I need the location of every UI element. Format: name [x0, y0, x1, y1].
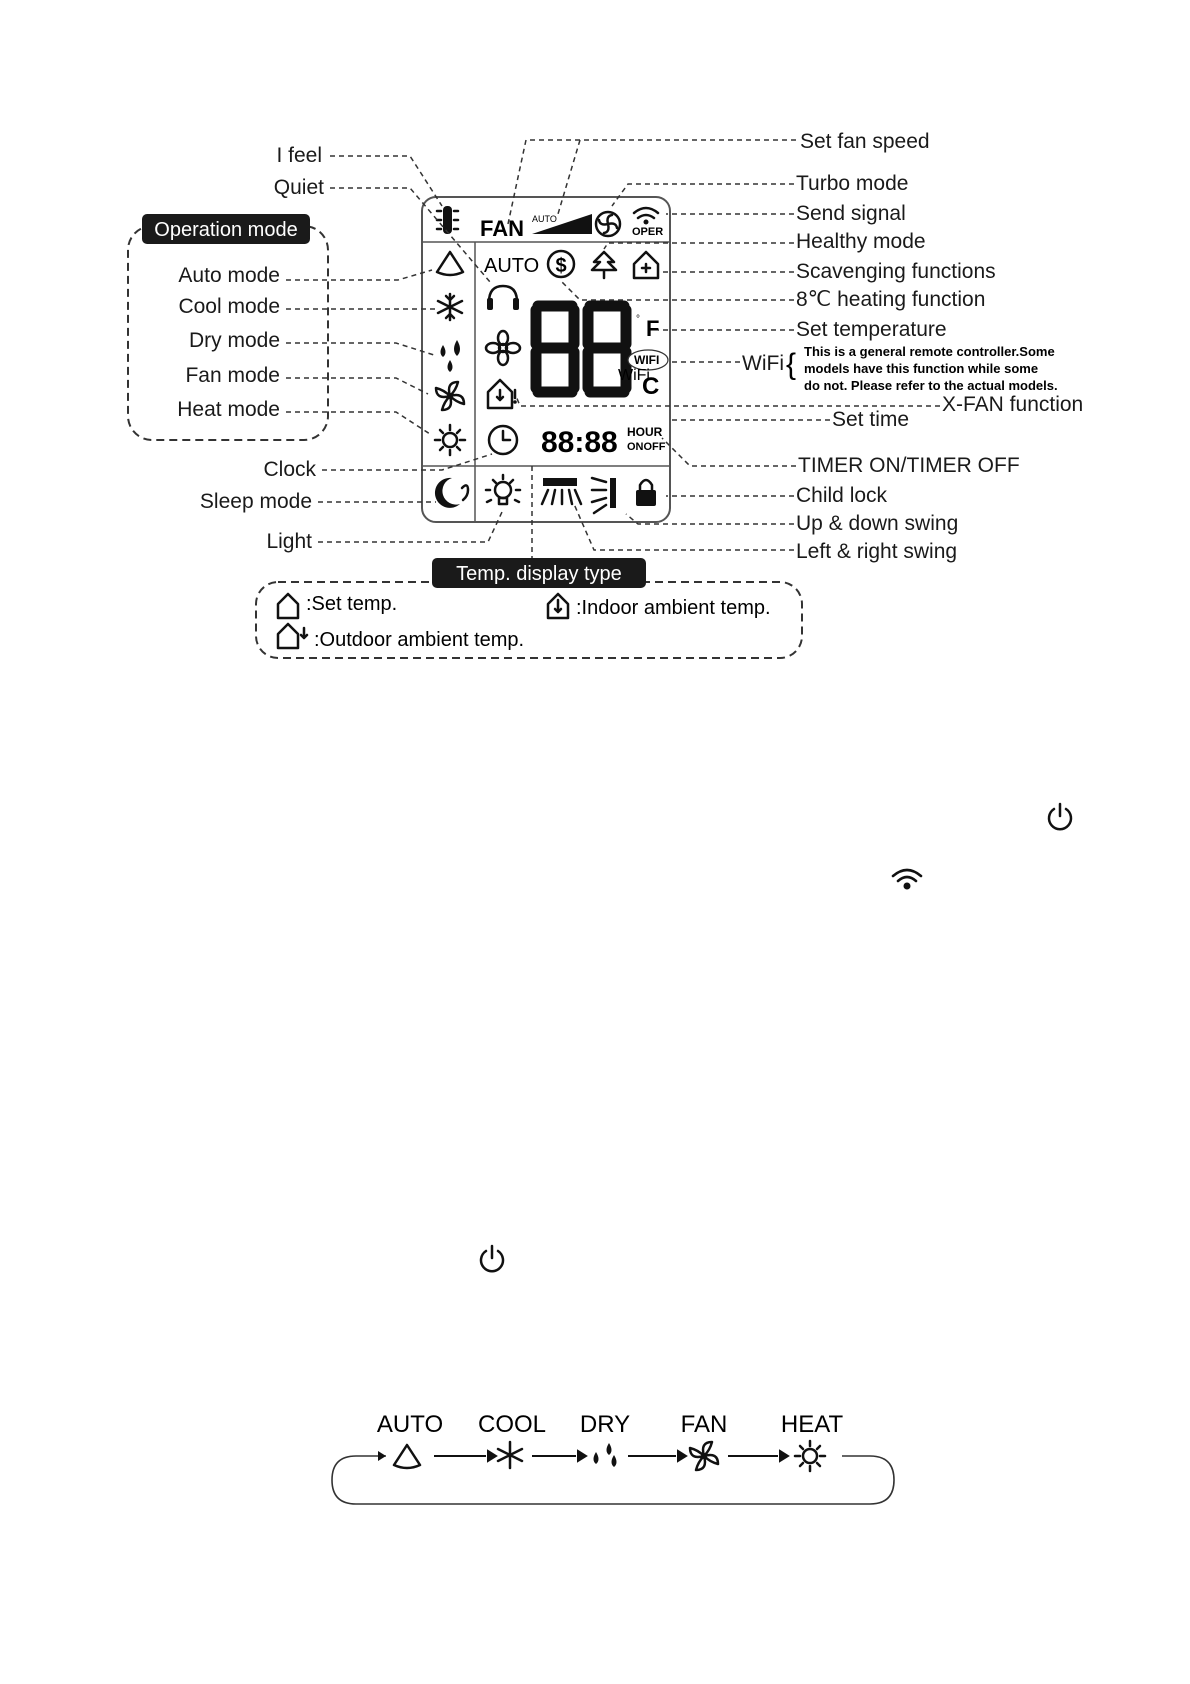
outdoor-temp-house-icon	[278, 624, 307, 648]
up-down-swing-icon	[542, 478, 581, 504]
label-quiet: Quiet	[273, 176, 324, 199]
turbo-icon	[596, 212, 620, 236]
unit-c: C	[642, 373, 660, 400]
label-child-lock: Child lock	[796, 484, 888, 507]
wifi-note-2: models have this function while some	[804, 361, 1039, 376]
label-turbo-mode: Turbo mode	[796, 172, 909, 195]
label-8c-heating: 8℃ heating function	[796, 288, 986, 311]
wifi-brace: {	[786, 348, 797, 381]
fan-auto-small: AUTO	[532, 214, 557, 224]
operation-mode-title: Operation mode	[154, 219, 298, 241]
wifi-small: WiFi	[618, 367, 650, 384]
label-clock: Clock	[263, 458, 316, 481]
indoor-temp-house-icon	[548, 594, 568, 618]
outdoor-temp-text: :Outdoor ambient temp.	[314, 629, 525, 651]
cycle-fan-icon	[690, 1442, 718, 1470]
clock-icon	[489, 426, 517, 454]
signal-icon	[890, 866, 924, 894]
label-x-fan: X-FAN function	[942, 393, 1084, 416]
cycle-label-auto: AUTO	[376, 1411, 444, 1438]
x-fan-icon	[486, 331, 520, 365]
big-digits	[536, 306, 626, 392]
label-left-right-swing: Left & right swing	[796, 540, 958, 563]
set-temp-text: :Set temp.	[306, 593, 398, 615]
label-set-temperature: Set temperature	[796, 318, 947, 341]
healthy-tree-icon	[592, 252, 616, 278]
label-set-fan-speed: Set fan speed	[800, 130, 930, 153]
wifi-note-1: This is a general remote controller.Some	[804, 344, 1055, 359]
cycle-auto-icon	[394, 1445, 420, 1468]
fan-text: FAN	[480, 216, 524, 241]
fan-mode-icon	[436, 382, 464, 410]
i-feel-icon	[437, 206, 458, 234]
clean-dollar-icon	[548, 251, 574, 277]
indoor-temp-icon	[488, 380, 517, 408]
label-send-signal: Send signal	[796, 202, 906, 225]
heat-mode-icon	[435, 425, 465, 455]
cycle-label-fan: FAN	[680, 1411, 728, 1438]
hour-text: HOUR	[627, 425, 663, 439]
time-digits	[541, 426, 618, 459]
scavenging-house-icon	[634, 252, 658, 278]
label-set-time: Set time	[832, 408, 910, 431]
dry-mode-icon	[441, 340, 461, 372]
wifi-note-3: do not. Please refer to the actual models.	[804, 378, 1058, 393]
op-dry-mode: Dry mode	[188, 329, 280, 352]
left-leader-lines	[286, 156, 502, 542]
left-right-swing-icon	[592, 478, 616, 513]
child-lock-icon	[636, 480, 656, 506]
power-icon	[1044, 800, 1076, 832]
cycle-arrows	[434, 1451, 788, 1461]
op-fan-mode: Fan mode	[185, 364, 280, 387]
power-icon-2	[476, 1242, 508, 1274]
label-light: Light	[266, 530, 312, 553]
label-timer: TIMER ON/TIMER OFF	[798, 454, 1020, 477]
sleep-icon	[435, 478, 468, 508]
degree-mark: °	[636, 314, 640, 325]
label-wifi: WiFi	[742, 352, 784, 375]
label-up-down-swing: Up & down swing	[796, 512, 959, 535]
svg-text:88:88: 88:88	[541, 426, 618, 459]
light-bulb-icon	[486, 475, 520, 504]
auto-mode-icon	[437, 252, 463, 275]
cycle-heat-icon	[795, 1441, 825, 1471]
label-scavenging: Scavenging functions	[796, 260, 996, 283]
cycle-label-heat: HEAT	[780, 1411, 844, 1438]
op-auto-mode: Auto mode	[178, 264, 280, 287]
label-sleep-mode: Sleep mode	[199, 490, 312, 513]
wifi-tag: WIFI	[634, 353, 660, 367]
svg-text:$: $	[555, 255, 567, 277]
cycle-cool-icon	[498, 1442, 522, 1468]
cycle-return-loop	[332, 1456, 894, 1504]
cool-mode-icon	[438, 294, 462, 320]
cycle-label-cool: COOL	[477, 1411, 547, 1438]
indoor-temp-text: :Indoor ambient temp.	[576, 597, 771, 619]
set-temp-house-icon	[278, 594, 298, 618]
oper-text: OPER	[632, 226, 664, 238]
label-i-feel: I feel	[276, 144, 322, 167]
cycle-return-arrowhead	[378, 1451, 386, 1461]
op-heat-mode: Heat mode	[177, 398, 280, 421]
temp-display-title: Temp. display type	[456, 563, 622, 585]
label-healthy-mode: Healthy mode	[796, 230, 926, 253]
op-cool-mode: Cool mode	[178, 295, 280, 318]
quiet-headphone-icon	[487, 286, 519, 310]
send-signal-icon	[634, 208, 658, 225]
cycle-label-dry: DRY	[579, 1411, 631, 1438]
remote-display-diagram	[0, 0, 1190, 700]
auto-fan-text: AUTO	[484, 255, 540, 277]
onoff-text: ONOFF	[627, 441, 666, 453]
cycle-dry-icon	[594, 1443, 617, 1467]
unit-f: F	[646, 316, 660, 341]
